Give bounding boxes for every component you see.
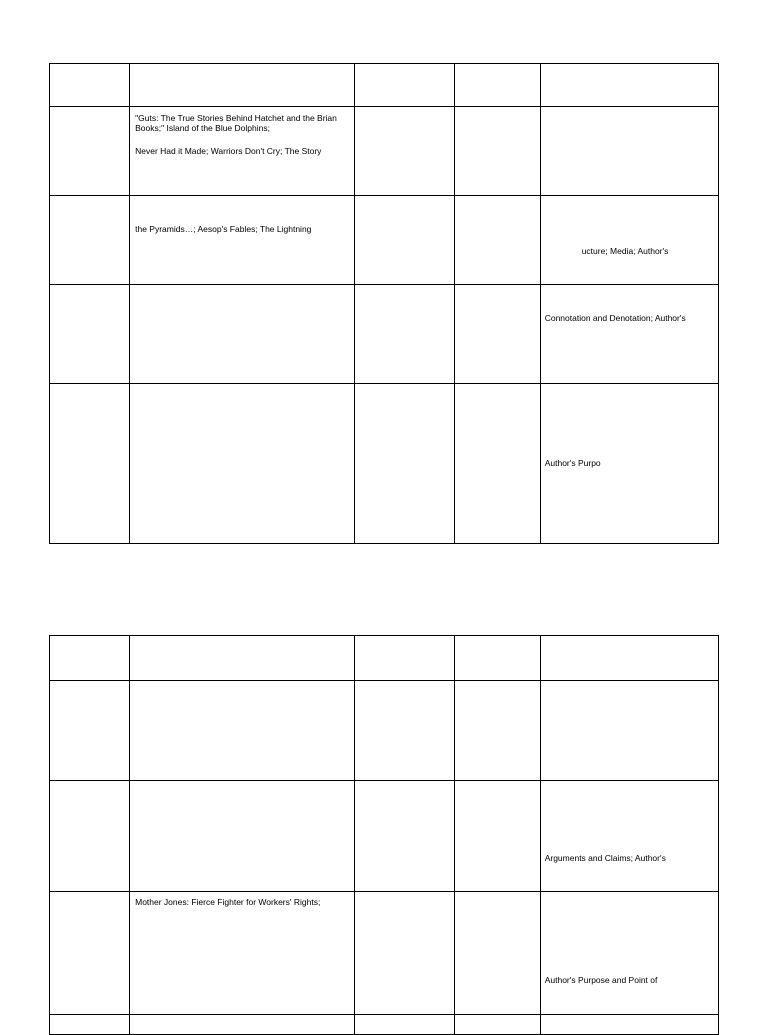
table-cell xyxy=(130,384,355,544)
table-row xyxy=(50,384,719,544)
table-cell xyxy=(355,285,454,384)
table-cell xyxy=(355,107,454,196)
table-cell xyxy=(454,681,540,781)
skills-line: Arguments and Claims; Author's xyxy=(544,853,666,863)
table-cell xyxy=(50,636,130,681)
unit-table-2 xyxy=(49,635,719,1035)
table-row xyxy=(50,285,719,384)
skills-cell xyxy=(540,196,718,285)
table-cell xyxy=(355,384,454,544)
table-cell xyxy=(355,781,454,892)
skills-cell xyxy=(540,892,718,1015)
texts-line-2: Never Had it Made; Warriors Don't Cry; The Story xyxy=(135,146,322,156)
table-cell xyxy=(454,892,540,1015)
skills-cell xyxy=(540,384,718,544)
table-cell xyxy=(50,64,130,107)
texts-cell xyxy=(130,196,355,285)
texts-cell xyxy=(130,892,355,1015)
table-header-row xyxy=(50,64,719,107)
table-cell xyxy=(540,1015,718,1035)
table-header-row xyxy=(50,636,719,681)
unit-table-1 xyxy=(49,63,719,544)
table-cell xyxy=(355,681,454,781)
skills-cell xyxy=(540,781,718,892)
table-cell xyxy=(454,781,540,892)
skills-cell xyxy=(540,285,718,384)
table-cell xyxy=(50,892,130,1015)
table-cell xyxy=(355,196,454,285)
table-cell xyxy=(355,892,454,1015)
table-cell xyxy=(454,196,540,285)
table-cell xyxy=(355,64,454,107)
table-cell xyxy=(454,1015,540,1035)
table-cell xyxy=(50,384,130,544)
table-cell xyxy=(454,285,540,384)
table-cell xyxy=(454,636,540,681)
table-row xyxy=(50,107,719,196)
table-cell xyxy=(50,285,130,384)
table-cell xyxy=(50,781,130,892)
table-cell xyxy=(355,636,454,681)
texts-line: Mother Jones: Fierce Fighter for Workers' Rights; xyxy=(135,897,321,907)
table-cell xyxy=(454,107,540,196)
table-cell xyxy=(50,1015,130,1035)
table-row xyxy=(50,196,719,285)
table-cell xyxy=(355,1015,454,1035)
table-cell xyxy=(130,1015,355,1035)
texts-line: the Pyramids…; Aesop's Fables; The Lightning xyxy=(135,224,312,234)
skills-line: Author's Purpose and Point of xyxy=(544,975,658,985)
table-cell xyxy=(50,107,130,196)
table-cell xyxy=(130,681,355,781)
table-cell xyxy=(130,636,355,681)
table-cell xyxy=(130,285,355,384)
texts-cell xyxy=(130,107,355,196)
table-cell xyxy=(454,384,540,544)
table-cell xyxy=(540,64,718,107)
table-row xyxy=(50,1015,719,1035)
table-row xyxy=(50,781,719,892)
skills-line: Connotation and Denotation; Author's xyxy=(544,313,686,323)
table-cell xyxy=(454,64,540,107)
table-cell xyxy=(540,107,718,196)
texts-line-1: "Guts: The True Stories Behind Hatchet and the Brian Books;" Island of the Blue Dolphins; xyxy=(135,113,337,133)
table-cell xyxy=(130,64,355,107)
table-row xyxy=(50,681,719,781)
table-cell xyxy=(50,681,130,781)
table-cell xyxy=(50,196,130,285)
table-cell xyxy=(540,636,718,681)
skills-line: Author's Purpo xyxy=(544,458,601,468)
table-row xyxy=(50,892,719,1015)
table-cell xyxy=(130,781,355,892)
skills-line: ucture; Media; Author's xyxy=(581,246,669,256)
table-cell xyxy=(540,681,718,781)
